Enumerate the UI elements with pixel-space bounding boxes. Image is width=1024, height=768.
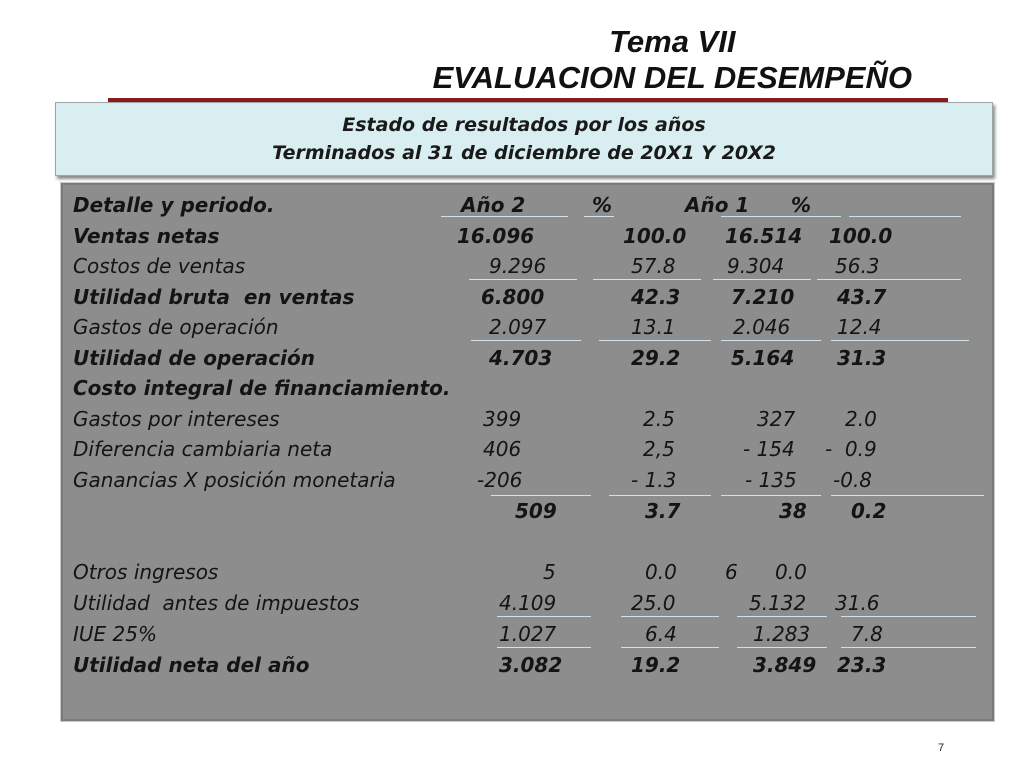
row-label: Utilidad neta del año <box>73 653 310 677</box>
rule <box>831 495 984 496</box>
slide-title <box>433 24 912 96</box>
rule <box>471 340 581 341</box>
row-pct-year2: 100.0 <box>623 224 687 248</box>
rule <box>849 216 961 217</box>
row-label: Utilidad de operación <box>73 346 315 370</box>
row-value-year1: 1.283 <box>753 622 811 646</box>
row-value-year1: 5.164 <box>731 346 795 370</box>
income-statement-panel <box>60 182 995 722</box>
row-pct-year1: 23.3 <box>837 653 887 677</box>
row-pct-year2: 29.2 <box>631 346 681 370</box>
row-value-year2: 1.027 <box>499 622 557 646</box>
row-pct-year1: -0.8 <box>833 468 873 492</box>
row-value-year2: 6.800 <box>481 285 545 309</box>
rule <box>621 647 719 648</box>
rule <box>621 616 719 617</box>
rule <box>721 495 821 496</box>
row-label: Costo integral de financiamiento. <box>73 376 451 400</box>
row-pct-year1: 0.0 <box>775 560 807 584</box>
row-pct-year1: 12.4 <box>837 315 882 339</box>
rule <box>841 616 976 617</box>
row-label: Utilidad antes de impuestos <box>73 591 360 615</box>
row-value-year1: 2.046 <box>733 315 791 339</box>
row-value-year2: 4.109 <box>499 591 557 615</box>
row-pct-year1: 31.6 <box>835 591 880 615</box>
rule <box>491 495 591 496</box>
row-label: Diferencia cambiaria neta <box>73 437 333 461</box>
row-pct-year2: - 1.3 <box>631 468 677 492</box>
row-value-year1: 5.132 <box>749 591 807 615</box>
rule <box>737 616 827 617</box>
page-number: 7 <box>938 742 945 754</box>
statement-header <box>55 102 993 176</box>
column-header-year1: Año 1 <box>685 193 750 217</box>
rule <box>599 340 711 341</box>
row-label: Costos de ventas <box>73 254 246 278</box>
rule <box>737 647 827 648</box>
row-value-year1: - 154 <box>743 437 795 461</box>
subtotal-value-year2: 509 <box>515 499 557 523</box>
row-value-year2: 2.097 <box>489 315 547 339</box>
row-pct-year2: 6.4 <box>645 622 677 646</box>
row-label: IUE 25% <box>73 622 157 646</box>
column-header-pct2: % <box>592 193 613 217</box>
rule <box>593 279 701 280</box>
rule <box>497 616 591 617</box>
row-pct-year2: 2,5 <box>643 437 675 461</box>
row-value-year2: 16.096 <box>457 224 535 248</box>
row-pct-year1: 31.3 <box>837 346 887 370</box>
row-pct-year2: 2.5 <box>643 407 675 431</box>
row-value-year1: - 135 <box>745 468 797 492</box>
row-pct-year2: 57.8 <box>631 254 676 278</box>
row-value-year1: 16.514 <box>725 224 803 248</box>
rule <box>817 279 961 280</box>
row-label: Gastos de operación <box>73 315 279 339</box>
row-pct-year2: 42.3 <box>631 285 681 309</box>
rule <box>469 279 577 280</box>
rule <box>721 340 821 341</box>
row-label: Otros ingresos <box>73 560 219 584</box>
row-value-year2: 5 <box>543 560 556 584</box>
column-header-detail: Detalle y periodo. <box>73 193 275 217</box>
row-pct-year2: 13.1 <box>631 315 676 339</box>
row-pct-year1: 7.8 <box>851 622 883 646</box>
row-value-year1: 3.849 <box>753 653 817 677</box>
row-pct-year1: 56.3 <box>835 254 880 278</box>
row-value-year1: 6 <box>725 560 738 584</box>
row-value-year2: 9.296 <box>489 254 547 278</box>
subtotal-pct-year2: 3.7 <box>645 499 681 523</box>
rule <box>841 647 976 648</box>
row-pct-year1: 43.7 <box>837 285 887 309</box>
header-line-1: Estado de resultados por los años <box>342 114 706 136</box>
row-pct-year1: 2.0 <box>845 407 877 431</box>
rule <box>713 279 811 280</box>
row-pct-year2: 0.0 <box>645 560 677 584</box>
row-label: Ventas netas <box>73 224 220 248</box>
row-value-year2: -206 <box>477 468 523 492</box>
header-line-2: Terminados al 31 de diciembre de 20X1 Y 20X2 <box>272 142 776 164</box>
row-pct-year1: - 0.9 <box>825 437 877 461</box>
row-label: Ganancias X posición monetaria <box>73 468 396 492</box>
subtotal-pct-year1: 0.2 <box>851 499 887 523</box>
title-line-2: EVALUACION DEL DESEMPEÑO <box>432 60 912 95</box>
row-label: Gastos por intereses <box>73 407 280 431</box>
row-pct-year2: 19.2 <box>631 653 681 677</box>
column-header-year2: Año 2 <box>461 193 526 217</box>
subtotal-value-year1: 38 <box>779 499 807 523</box>
rule <box>497 647 591 648</box>
row-pct-year2: 25.0 <box>631 591 676 615</box>
row-value-year2: 4.703 <box>489 346 553 370</box>
row-value-year2: 399 <box>483 407 522 431</box>
row-label: Utilidad bruta en ventas <box>73 285 355 309</box>
row-value-year1: 7.210 <box>731 285 795 309</box>
row-pct-year1: 100.0 <box>829 224 893 248</box>
column-header-pct1: % <box>791 193 812 217</box>
rule <box>609 495 711 496</box>
row-value-year1: 9.304 <box>727 254 785 278</box>
row-value-year2: 406 <box>483 437 522 461</box>
row-value-year1: 327 <box>757 407 796 431</box>
title-line-1: Tema VII <box>609 24 736 59</box>
rule <box>831 340 969 341</box>
row-value-year2: 3.082 <box>499 653 563 677</box>
